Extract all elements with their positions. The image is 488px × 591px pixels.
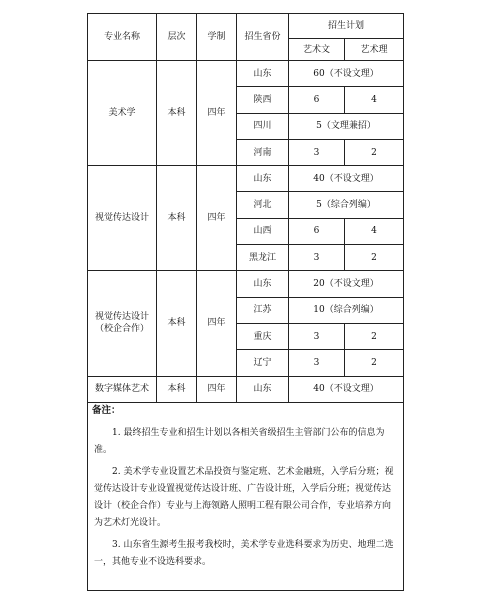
notes-section	[88, 402, 404, 590]
province-cell: 山东	[237, 271, 289, 297]
plan-arts-cell: 6	[289, 87, 345, 113]
duration-cell: 四年	[197, 61, 237, 166]
major-name-line2: （校企合作）	[94, 324, 149, 335]
level-cell: 本科	[157, 376, 197, 402]
province-cell: 山东	[237, 61, 289, 87]
plan-merged-cell: 5（文理兼招）	[289, 113, 404, 139]
header-major: 专业名称	[88, 14, 157, 61]
plan-merged-cell: 40（不设文理）	[289, 166, 404, 192]
plan-science-cell: 2	[345, 323, 404, 349]
duration-cell: 四年	[197, 376, 237, 402]
province-cell: 黑龙江	[237, 245, 289, 271]
duration-cell: 四年	[197, 271, 237, 376]
major-cell	[88, 271, 157, 376]
level-cell: 本科	[157, 271, 197, 376]
header-arts-science: 艺术理	[345, 39, 404, 61]
plan-merged-cell: 5（综合列编）	[289, 192, 404, 218]
plan-science-cell: 2	[345, 350, 404, 376]
plan-merged-cell: 60（不设文理）	[289, 61, 404, 87]
level-cell: 本科	[157, 61, 197, 166]
plan-merged-cell: 20（不设文理）	[289, 271, 404, 297]
major-cell: 数字媒体艺术	[88, 376, 157, 402]
plan-merged-cell: 10（综合列编）	[289, 297, 404, 323]
plan-arts-cell: 3	[289, 350, 345, 376]
header-province: 招生省份	[237, 14, 289, 61]
major-cell: 视觉传达设计	[88, 166, 157, 271]
note-item: 3. 山东省生源考生报考我校时，美术学专业选科要求为历史、地理二选一，其他专业不设选科要求。	[94, 539, 394, 567]
province-cell: 河南	[237, 139, 289, 165]
plan-arts-cell: 3	[289, 323, 345, 349]
province-cell: 山西	[237, 218, 289, 244]
province-cell: 山东	[237, 376, 289, 402]
plan-science-cell: 4	[345, 218, 404, 244]
plan-arts-cell: 6	[289, 218, 345, 244]
province-cell: 河北	[237, 192, 289, 218]
plan-arts-cell: 3	[289, 245, 345, 271]
plan-science-cell: 2	[345, 245, 404, 271]
province-cell: 四川	[237, 113, 289, 139]
note-item: 1. 最终招生专业和招生计划以各相关省级招生主管部门公布的信息为准。	[94, 427, 385, 455]
note-item: 2. 美术学专业设置艺术品投资与鉴定班、艺术金融班，入学后分班；视觉传达设计专业设置视觉传达设计班、广告设计班，入学后分班；视觉传达设计（校企合作）专业与上海领路人照明工程有限公司合作，专业培养方向为艺术灯光设计。	[94, 466, 394, 528]
level-cell: 本科	[157, 166, 197, 271]
province-cell: 辽宁	[237, 350, 289, 376]
plan-science-cell: 2	[345, 139, 404, 165]
major-name-line1: 视觉传达设计	[94, 312, 149, 323]
province-cell: 山东	[237, 166, 289, 192]
plan-science-cell: 4	[345, 87, 404, 113]
major-cell: 美术学	[88, 61, 157, 166]
duration-cell: 四年	[197, 166, 237, 271]
plan-merged-cell: 40（不设文理）	[289, 376, 404, 402]
plan-arts-cell: 3	[289, 139, 345, 165]
enrollment-plan-table	[87, 13, 404, 591]
header-level: 层次	[157, 14, 197, 61]
notes-title: 备注：	[92, 404, 121, 416]
header-duration: 学制	[197, 14, 237, 61]
province-cell: 重庆	[237, 323, 289, 349]
header-arts-liberal: 艺术文	[289, 39, 345, 61]
province-cell: 江苏	[237, 297, 289, 323]
header-plan: 招生计划	[289, 14, 404, 39]
province-cell: 陕西	[237, 87, 289, 113]
